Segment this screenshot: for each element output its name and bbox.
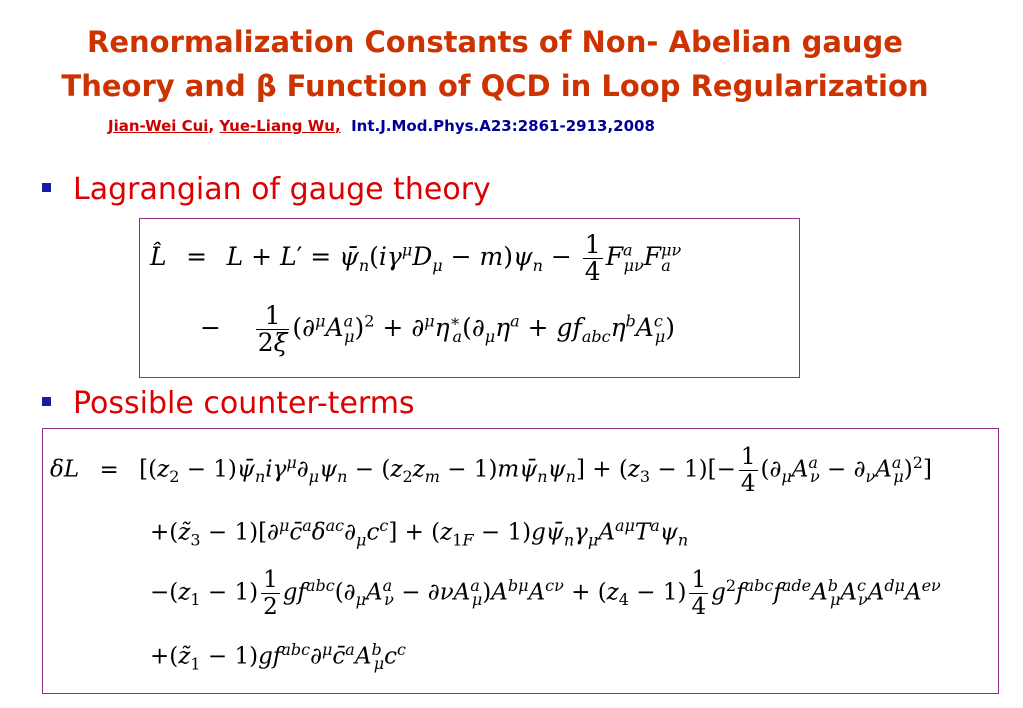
title-line-1: Renormalization Constants of Non- Abelian gauge [87, 25, 903, 59]
bullet-lagrangian [42, 172, 491, 207]
author-separator: , [208, 117, 215, 135]
counter-terms-eq-line-2: $+(z̃_3$ − $1)[\partial^\mu c̄^a\delta^{ac}\partial_\mu c^c] + (z_{1F}$ − $1)g\psī_n\gamma_\mu A^{a\mu}T^a\psi_n$ [150, 516, 689, 550]
author-link-2[interactable]: Yue-Liang Wu [219, 117, 335, 135]
counter-terms-eq-line-3: $-(z_1 - 1)$ $\frac{1}{2}$ $gf^{abc}(\partial_\mu A^a_\nu - \partial\nu A^a_\mu)A^{b\mu}A^{c\nu} + (z_4 - 1)$ $\frac{1}{4}$ $g^2f^{abc}f^{ade}A^b_\mu A^c_\nu A^{d\mu}A^{e\nu}$ [150, 567, 941, 620]
title-line-2: Theory and β Function of QCD in Loop Regularization [61, 69, 929, 103]
bullet-label: Possible counter-terms [73, 386, 415, 421]
counter-terms-eq-line-1: $\delta L = [(z_2$ − $1)\psī_ni\gamma^\mu\partial_\mu\psi_n - (z_2z_m$ − $1)m\psī_n\psi_n] + (z_3 - 1)[-$ $\frac{1}{4}$ $(\partial_\mu A^a_\nu - \partial_\nu A^a_\mu)^2$] [50, 444, 932, 497]
counter-terms-eq-line-4: $+(z̃_1$ − $1)gf^{abc}\partial^\mu c̄^aA^b_\mu c^c$ [150, 640, 406, 674]
author-link-1[interactable]: Jian-Wei Cui [108, 117, 209, 135]
bullet-square-icon [42, 397, 51, 406]
bullet-label: Lagrangian of gauge theory [73, 172, 491, 207]
lagrangian-eq-line-2: − $\frac{1}{2\xi}$ $(\partial^\mu A^a_\mu)^2 + \partial^\mu\eta^∗_a(\partial_\mu\eta^a + gf_{abc}\eta^bA^c_\mu)$ [200, 301, 675, 357]
reference-lead: , [334, 117, 341, 135]
bullet-counter-terms [42, 386, 415, 421]
slide-title [0, 20, 990, 108]
citation [108, 117, 655, 135]
bullet-square-icon [42, 183, 51, 192]
lagrangian-eq-line-1: L̂ = $L + L' = \psī_n(i\gamma^\mu D_\mu - m)\psi_n$ − $\frac{1}{4}$ $F^a_{\mu\nu}F^{\mu\nu}_a$ [150, 230, 682, 286]
journal-reference: Int.J.Mod.Phys.A23:2861-2913,2008 [351, 117, 655, 135]
